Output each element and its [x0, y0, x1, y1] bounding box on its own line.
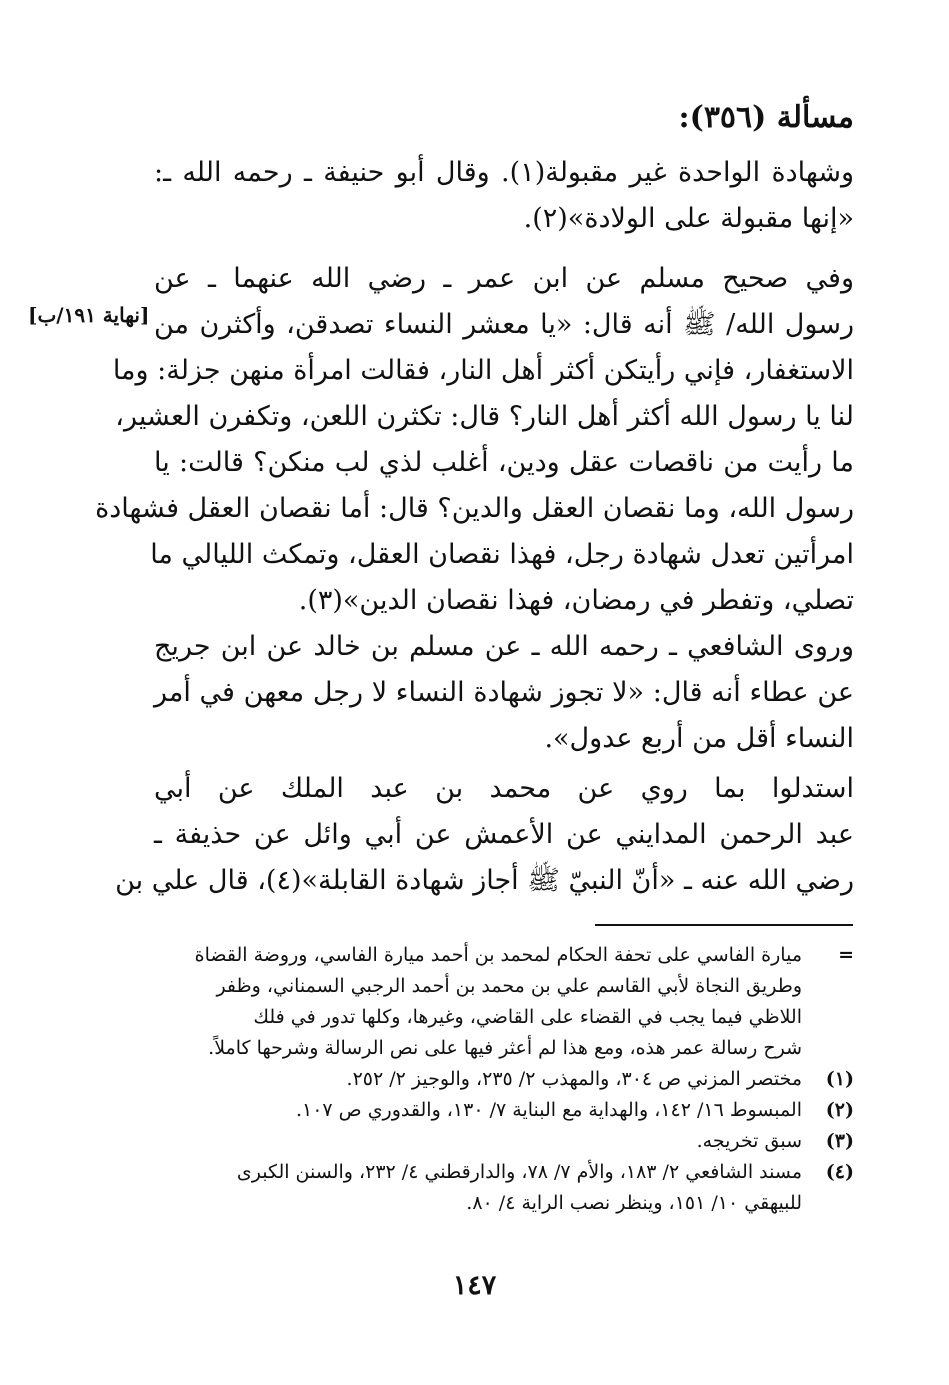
text-line: النساء أقل من أربع عدول».	[544, 723, 854, 754]
text-line: الاستغفار، فإني رأيتكن أكثر أهل النار، فقالت امرأة منهن جزلة: وما	[112, 355, 854, 386]
text-line: عبد الرحمن المدايني عن الأعمش عن أبي وائل عن حذيفة ـ	[154, 819, 854, 850]
text-line: «إنها مقبولة على الولادة»(٢).	[523, 203, 854, 234]
text-line: استدلوا بما روي عن محمد بن عبد الملك عن أبي	[154, 773, 854, 804]
text-line: ما رأيت من ناقصات عقل ودين، أغلب لذي لب منكن؟ قالت: يا	[154, 447, 854, 478]
page-number: ١٤٧	[452, 1270, 497, 1301]
text-line: وروى الشافعي ـ رحمه الله ـ عن مسلم بن خالد عن ابن جريج	[154, 631, 854, 662]
text-line: لنا يا رسول الله أكثر أهل النار؟ قال: تكثرن اللعن، وتكفرن العشير،	[115, 401, 854, 432]
paragraph-4	[115, 766, 854, 904]
footnote-2	[154, 1095, 854, 1126]
footnote-line: مختصر المزني ص ٣٠٤، والمهذب ٢/ ٢٣٥، والوجيز ٢/ ٢٥٢.	[346, 1068, 802, 1090]
text-line: وفي صحيح مسلم عن ابن عمر ـ رضي الله عنهما ـ عن	[154, 263, 854, 294]
footnote-number: =	[838, 944, 854, 966]
text-line: وشهادة الواحدة غير مقبولة(١). وقال أبو حنيفة ـ رحمه الله ـ:	[154, 157, 854, 188]
footnote-line: للبيهقي ١٠/ ١٥١، وينظر نصب الراية ٤/ ٨٠.	[466, 1192, 802, 1214]
text-line: رسول الله/ ﷺ أنه قال: «يا معشر النساء تصدقن، وأكثرن من	[154, 309, 854, 340]
footnote-separator	[595, 924, 853, 926]
footnote-number: (١)	[825, 1068, 854, 1090]
footnote-line: سبق تخريجه.	[696, 1130, 802, 1152]
footnote-line: وطريق النجاة لأبي القاسم علي بن محمد بن أحمد الرجبي السمناني، وظفر	[216, 975, 802, 997]
paragraph-1	[154, 150, 854, 242]
margin-note: [نهاية ١٩١/ب]	[28, 303, 150, 327]
footnote-line: اللاظي فيما يجب في القضاء على القاضي، وغيرها، وكلها تدور في فلك	[253, 1006, 802, 1028]
footnote-line: مسند الشافعي ٢/ ١٨٣، والأم ٧/ ٧٨، والدارقطني ٤/ ٢٣٢، والسنن الكبرى	[236, 1161, 802, 1183]
footnote-3	[154, 1126, 854, 1157]
footnote-1	[154, 1064, 854, 1095]
paragraph-2	[95, 256, 854, 624]
footnote-4	[154, 1157, 854, 1219]
paragraph-3	[154, 624, 854, 762]
text-line: رسول الله، وما نقصان العقل والدين؟ قال: أما نقصان العقل فشهادة	[95, 493, 854, 524]
footnote-number: (٤)	[825, 1161, 854, 1183]
footnote-continued	[154, 940, 854, 1064]
text-line: عن عطاء أنه قال: «لا تجوز شهادة النساء لا رجل معهن في أمر	[154, 677, 854, 708]
text-line: امرأتين تعدل شهادة رجل، فهذا نقصان العقل، وتمكث الليالي ما	[150, 539, 854, 570]
text-line: تصلي، وتفطر في رمضان، فهذا نقصان الدين»(٣).	[298, 585, 854, 616]
text-line: رضي الله عنه ـ «أنّ النبيّ ﷺ أجاز شهادة القابلة»(٤)، قال علي بن	[115, 865, 854, 896]
footnote-number: (٣)	[825, 1130, 854, 1152]
footnote-line: المبسوط ١٦/ ١٤٢، والهداية مع البناية ٧/ ١٣٠، والقدوري ص ١٠٧.	[295, 1099, 802, 1121]
issue-heading: مسألة (٣٥٦):	[678, 100, 854, 135]
footnotes	[154, 940, 854, 1219]
footnote-line: ميارة الفاسي على تحفة الحكام لمحمد بن أحمد ميارة الفاسي، وروضة القضاة	[194, 944, 802, 966]
footnote-line: شرح رسالة عمر هذه، ومع هذا لم أعثر فيها على نص الرسالة وشرحها كاملاً.	[208, 1037, 802, 1059]
footnote-number: (٢)	[825, 1099, 854, 1121]
